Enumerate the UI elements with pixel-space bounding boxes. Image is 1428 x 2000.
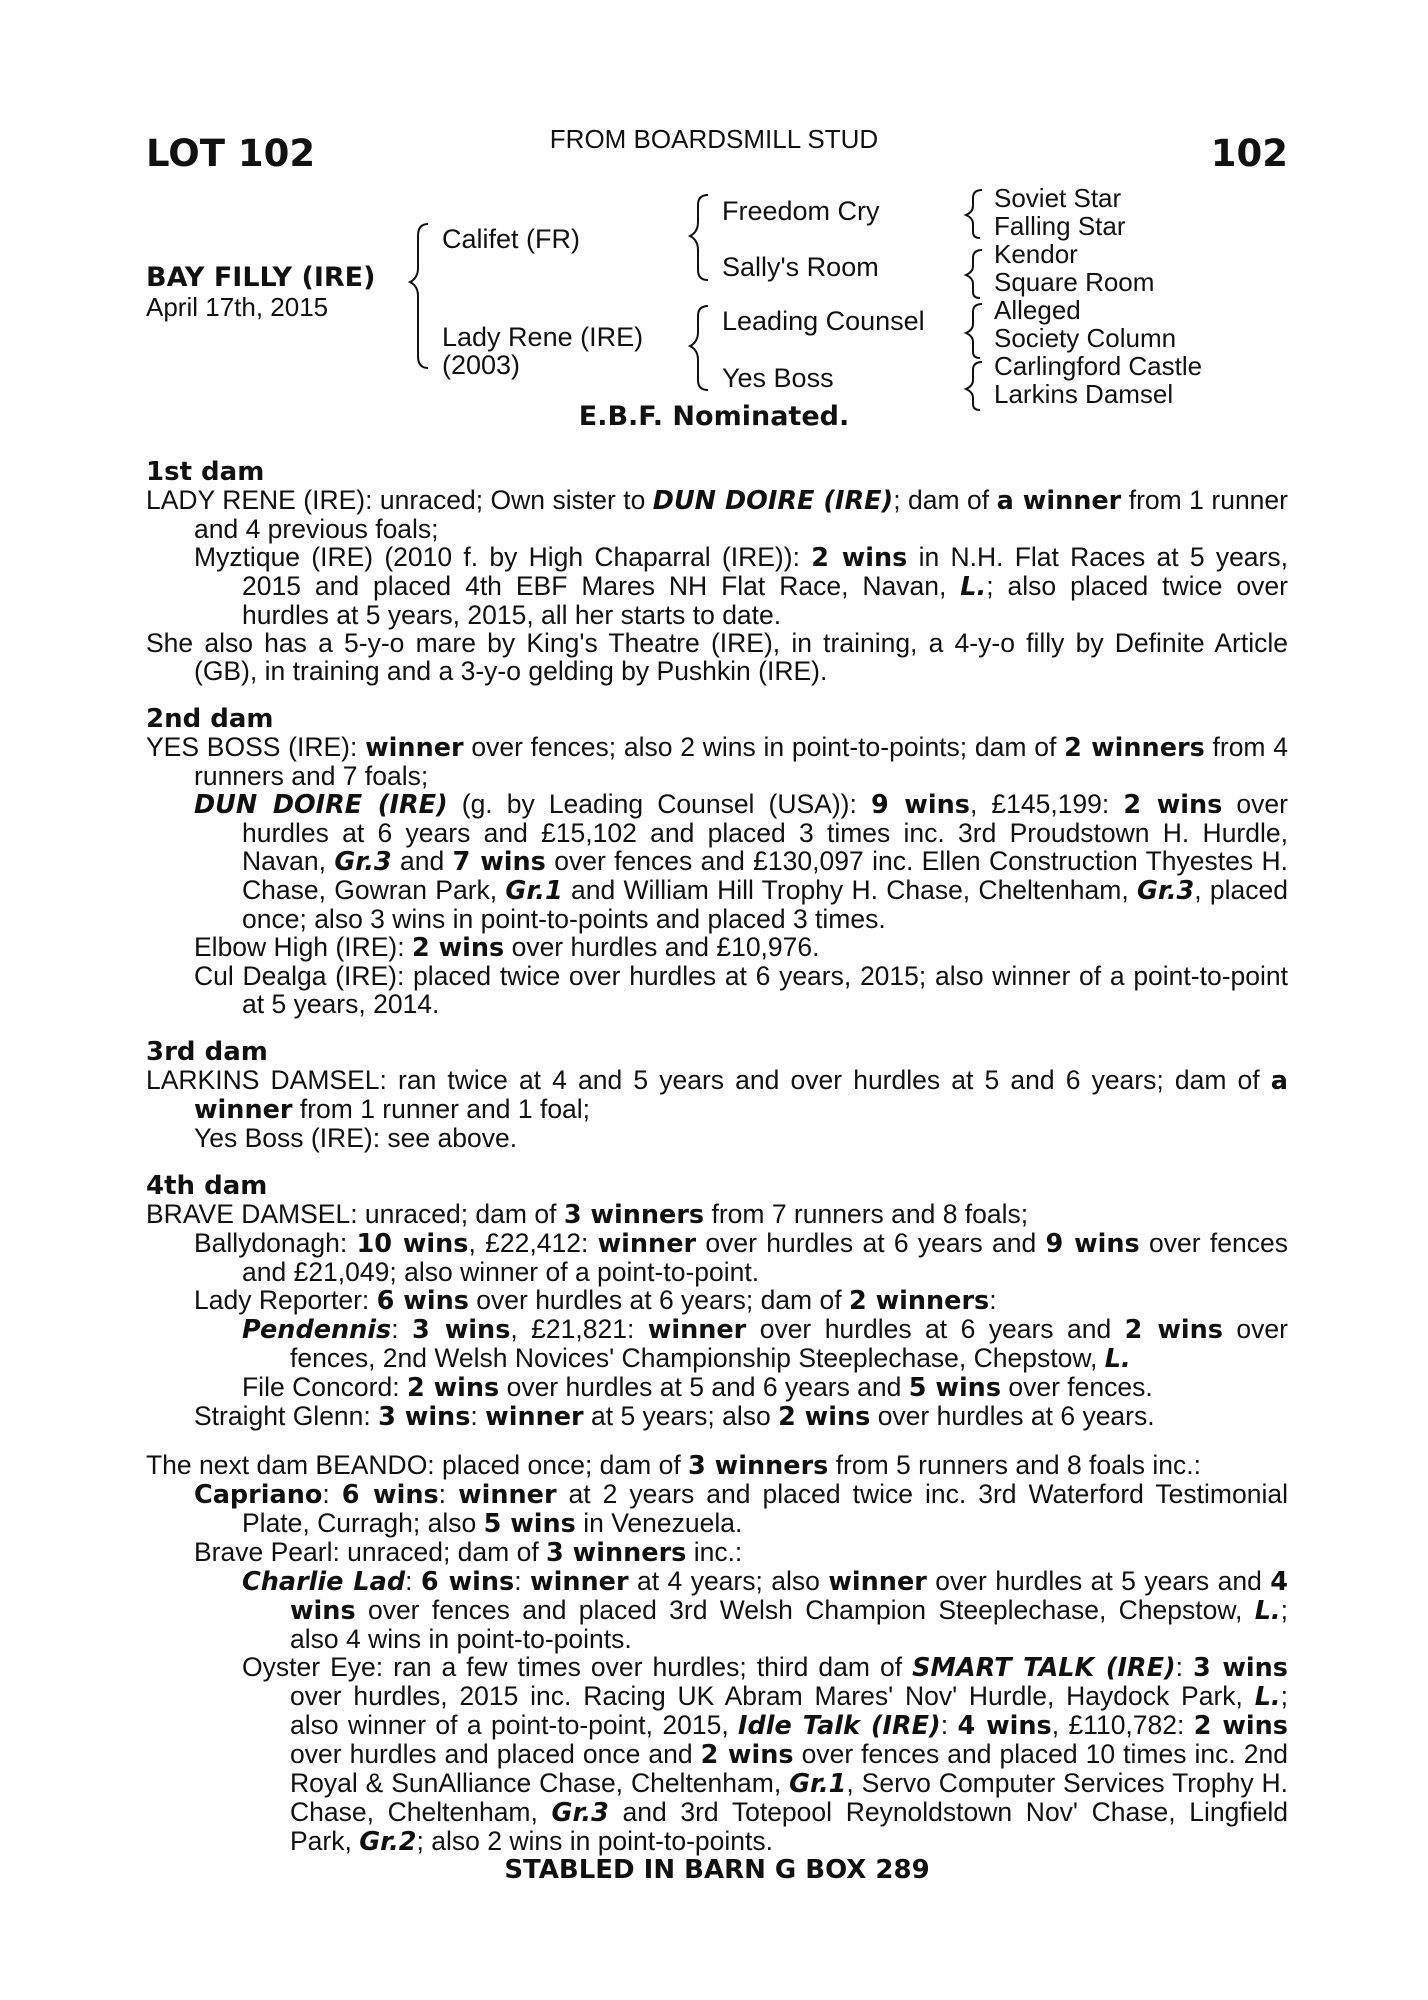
paragraph: Lady Reporter: 6 wins over hurdles at 6 years; dam of 2 winners: (194, 1285, 997, 1316)
paragraph: YES BOSS (IRE): winner over fences; also 2 wins in point-to-points; dam of 2 winners from 4 runners and 7 foals; (146, 732, 1288, 791)
paragraph: Ballydonagh: 10 wins, £22,412: winner over hurdles at 6 years and 9 wins over fences and £21,049; also winner of a point-to-point. (194, 1228, 1288, 1287)
lot-label: LOT 102 (146, 132, 316, 175)
pedigree-gen3-4: Square Room (994, 267, 1155, 297)
paragraph: Pendennis: 3 wins, £21,821: winner over hurdles at 6 years and 2 wins over fences, 2nd Welsh Novices' Championship Steeplechase, Chepstow, L. (242, 1314, 1288, 1374)
pedigree-gen3-1: Soviet Star (994, 183, 1122, 213)
dam-year: (2003) (442, 350, 521, 380)
paragraph: Charlie Lad: 6 wins: winner at 4 years; also winner over hurdles at 5 years and 4 wins over fences and placed 3rd Welsh Champion Steeplechase, Chepstow, L.; also 4 wins in point-to-points. (242, 1566, 1288, 1654)
pedigree-gen3-3: Kendor (994, 239, 1078, 269)
dam: Lady Rene (IRE) (442, 322, 644, 352)
sire-sire: Freedom Cry (722, 196, 880, 226)
dam-sire: Leading Counsel (722, 306, 925, 336)
section-heading: 3rd dam (146, 1037, 268, 1067)
pedigree-gen3-7: Carlingford Castle (994, 351, 1203, 381)
pedigree-gen3-5: Alleged (994, 295, 1081, 325)
consignor: FROM BOARDSMILL STUD (549, 124, 879, 154)
paragraph: Elbow High (IRE): 2 wins over hurdles and £10,976. (194, 932, 820, 963)
paragraph: File Concord: 2 wins over hurdles at 5 and 6 years and 5 wins over fences. (242, 1372, 1153, 1403)
sire-dam: Sally's Room (722, 252, 879, 282)
paragraph: Oyster Eye: ran a few times over hurdles; third dam of SMART TALK (IRE): 3 wins over hurdles, 2015 inc. Racing UK Abram Mares' Nov' Hurdle, Haydock Park, L.; also winner of a point-to-point, 2015, Idle Talk (IRE): 4 wins, £110,782: 2 wins over hurdles and placed once and 2 wins over fences and placed 10 times inc. 2nd Royal & SunAlliance Chase, Cheltenham, Gr.1, Servo Computer Services Trophy H. Chase, Cheltenham, Gr.3 and 3rd Totepool Reynoldstown Nov' Chase, Lingfield Park, Gr.2; also 2 wins in point-to-points. (242, 1652, 1288, 1857)
paragraph: Yes Boss (IRE): see above. (194, 1123, 518, 1153)
paragraph: She also has a 5-y-o mare by King's Theatre (IRE), in training, a 4-y-o filly by Definite Article (GB), in training and a 3-y-o gelding by Pushkin (IRE). (146, 628, 1288, 686)
paragraph: Brave Pearl: unraced; dam of 3 winners inc.: (194, 1537, 743, 1568)
stabled-line: STABLED IN BARN G BOX 289 (504, 1855, 930, 1885)
pedigree-gen3-2: Falling Star (994, 211, 1126, 241)
paragraph: Myztique (IRE) (2010 f. by High Chaparral (IRE)): 2 wins in N.H. Flat Races at 5 years, 2015 and placed 4th EBF Mares NH Flat Race, Navan, L.; also placed twice over hurdles at 5 years, 2015, all her starts to date. (194, 542, 1288, 630)
pedigree-gen3-8: Larkins Damsel (994, 379, 1174, 409)
pedigree-gen3-6: Society Column (994, 323, 1177, 353)
section-heading: 1st dam (146, 457, 265, 487)
paragraph: Capriano: 6 wins: winner at 2 years and placed twice inc. 3rd Waterford Testimonial Plate, Curragh; also 5 wins in Venezuela. (194, 1479, 1288, 1539)
section-heading: 4th dam (146, 1171, 268, 1201)
paragraph: BRAVE DAMSEL: unraced; dam of 3 winners from 7 runners and 8 foals; (146, 1199, 1029, 1230)
pedigree-brackets (0, 0, 1428, 440)
lot-number: 102 (1210, 132, 1288, 175)
paragraph: LADY RENE (IRE): unraced; Own sister to DUN DOIRE (IRE); dam of a winner from 1 runner and 4 previous foals; (146, 485, 1288, 544)
horse-title: BAY FILLY (IRE) (146, 262, 376, 293)
paragraph: LARKINS DAMSEL: ran twice at 4 and 5 years and over hurdles at 5 and 6 years; dam of a winner from 1 runner and 1 foal; (146, 1065, 1288, 1125)
sire: Califet (FR) (442, 224, 581, 254)
dam-dam: Yes Boss (722, 363, 834, 393)
section-heading: 2nd dam (146, 704, 274, 734)
ebf-nominated: E.B.F. Nominated. (578, 401, 850, 432)
horse-dob: April 17th, 2015 (146, 292, 329, 322)
paragraph: Straight Glenn: 3 wins: winner at 5 years; also 2 wins over hurdles at 6 years. (194, 1401, 1155, 1432)
paragraph: DUN DOIRE (IRE) (g. by Leading Counsel (USA)): 9 wins, £145,199: 2 wins over hurdles at 6 years and £15,102 and placed 3 times inc. 3rd Proudstown H. Hurdle, Navan, Gr.3 and 7 wins over fences and £130,097 inc. Ellen Construction Thyestes H. Chase, Gowran Park, Gr.1 and William Hill Trophy H. Chase, Cheltenham, Gr.3, placed once; also 3 wins in point-to-points and placed 3 times. (194, 789, 1288, 934)
catalogue-text (146, 458, 1288, 1884)
paragraph: The next dam BEANDO: placed once; dam of 3 winners from 5 runners and 8 foals inc.: (146, 1450, 1201, 1481)
paragraph: Cul Dealga (IRE): placed twice over hurdles at 6 years, 2015; also winner of a point-to-point at 5 years, 2014. (194, 961, 1288, 1019)
